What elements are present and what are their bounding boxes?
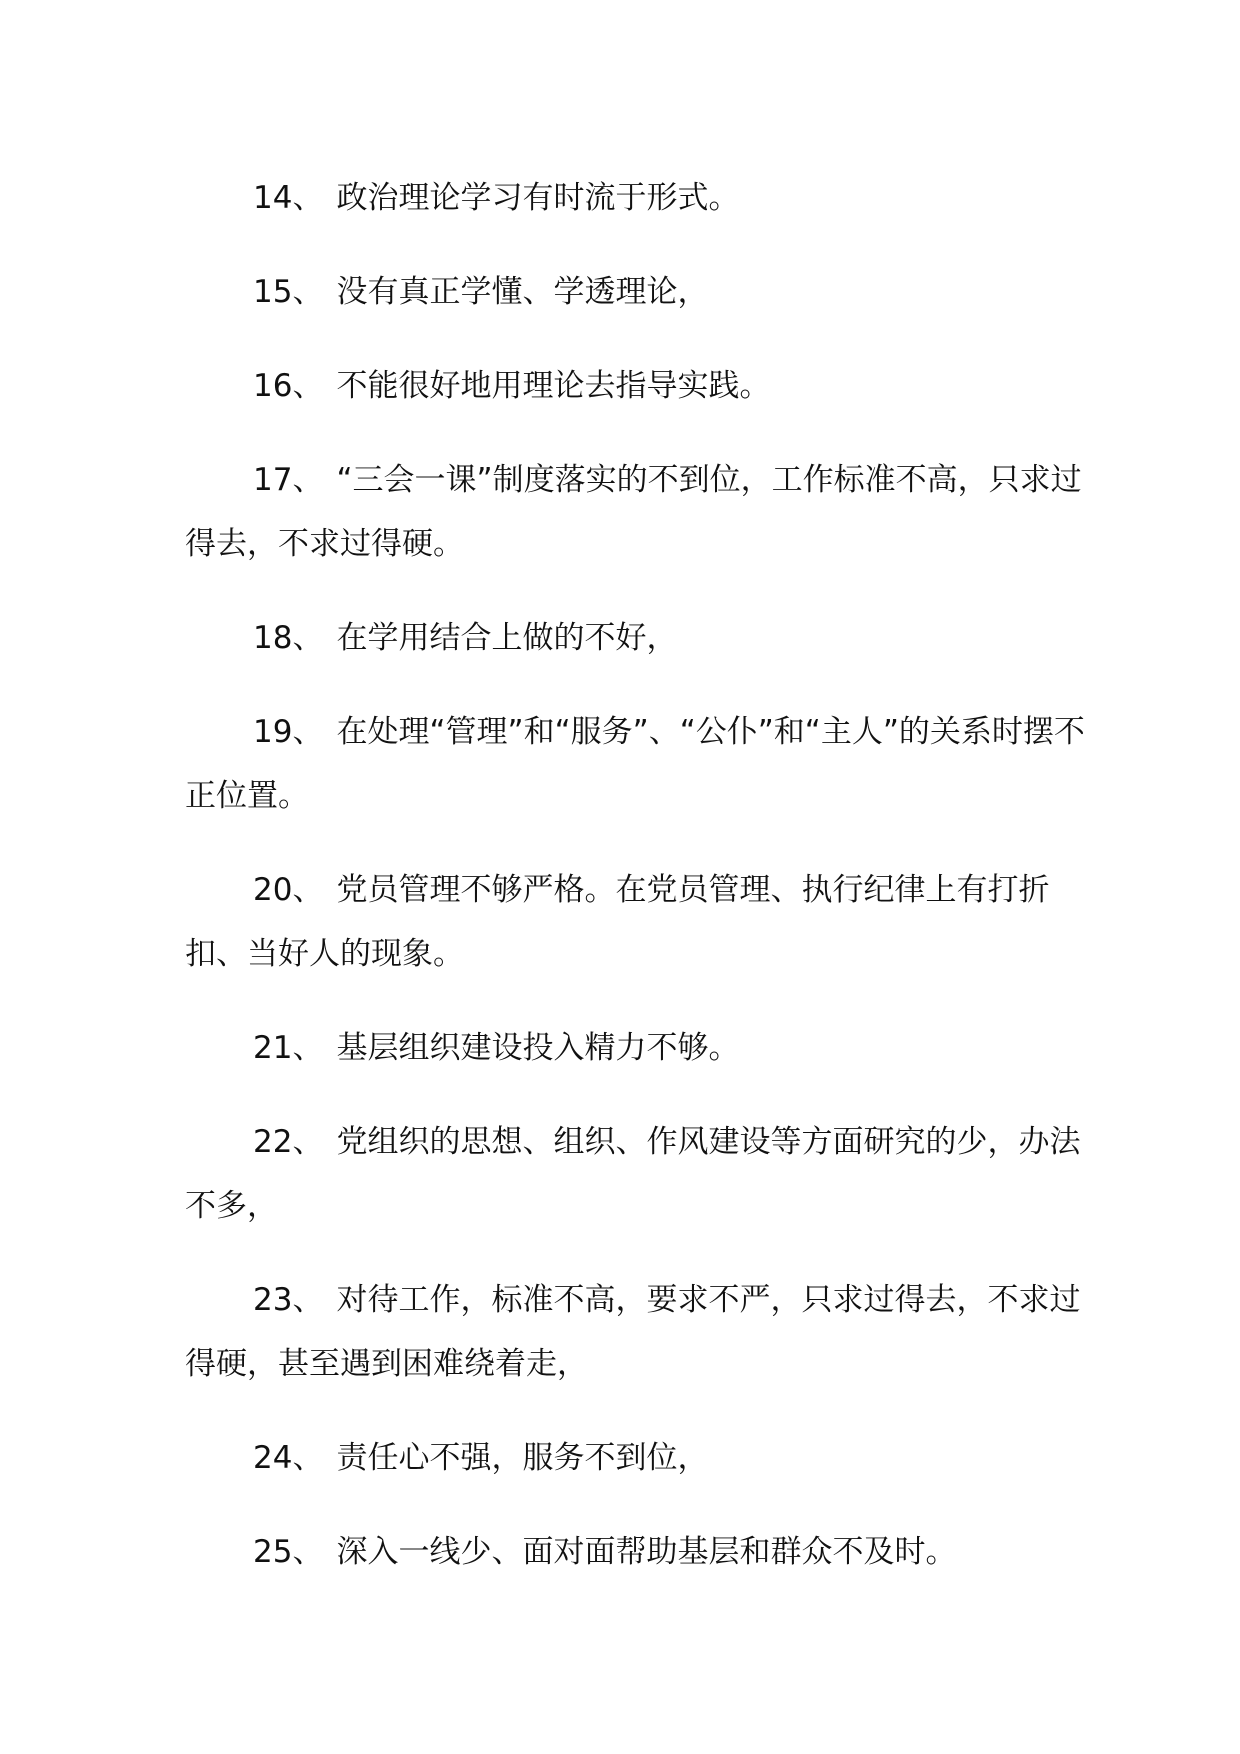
item-text: 党组织的思想、组织、作风建设等方面研究的少，办法不多， — [185, 1124, 1081, 1224]
list-item — [185, 606, 1085, 670]
list-item — [185, 700, 1085, 828]
item-separator: 、 — [292, 1282, 324, 1318]
item-number: 22 — [253, 1124, 293, 1160]
list-item — [185, 1268, 1085, 1396]
item-separator: 、 — [292, 1124, 324, 1160]
item-text: 党员管理不够严格。在党员管理、执行纪律上有打折扣、当好人的现象。 — [185, 872, 1050, 972]
document-body — [185, 166, 1085, 1614]
item-separator: 、 — [292, 1534, 324, 1570]
item-separator: 、 — [292, 180, 324, 216]
item-text: 在学用结合上做的不好， — [336, 620, 678, 656]
item-number: 25 — [253, 1534, 293, 1570]
list-item — [185, 1426, 1085, 1490]
item-number: 15 — [253, 274, 293, 310]
list-item — [185, 1520, 1085, 1584]
item-number: 19 — [253, 714, 293, 750]
item-text: 没有真正学懂、学透理论， — [336, 274, 709, 310]
item-number: 21 — [253, 1030, 293, 1066]
list-item — [185, 166, 1085, 230]
item-separator: 、 — [292, 1030, 324, 1066]
item-text: 不能很好地用理论去指导实践。 — [336, 368, 771, 404]
item-number: 14 — [253, 180, 293, 216]
item-number: 23 — [253, 1282, 293, 1318]
item-separator: 、 — [292, 620, 324, 656]
list-item — [185, 354, 1085, 418]
item-text: “三会一课”制度落实的不到位，工作标准不高，只求过得去，不求过得硬。 — [185, 462, 1082, 562]
list-item — [185, 858, 1085, 986]
list-item — [185, 1016, 1085, 1080]
item-separator: 、 — [292, 714, 324, 750]
item-separator: 、 — [292, 872, 324, 908]
list-item — [185, 260, 1085, 324]
item-separator: 、 — [292, 462, 324, 498]
item-number: 18 — [253, 620, 293, 656]
item-number: 20 — [253, 872, 293, 908]
list-item — [185, 448, 1085, 576]
item-separator: 、 — [292, 1440, 324, 1476]
item-text: 在处理“管理”和“服务”、“公仆”和“主人”的关系时摆不正位置。 — [185, 714, 1085, 814]
item-text: 政治理论学习有时流于形式。 — [336, 180, 740, 216]
item-separator: 、 — [292, 368, 324, 404]
item-number: 16 — [253, 368, 293, 404]
list-item — [185, 1110, 1085, 1238]
item-number: 24 — [253, 1440, 293, 1476]
item-text: 对待工作，标准不高，要求不严，只求过得去，不求过得硬，甚至遇到困难绕着走， — [185, 1282, 1081, 1382]
item-number: 17 — [253, 462, 293, 498]
item-text: 基层组织建设投入精力不够。 — [336, 1030, 740, 1066]
item-text: 责任心不强，服务不到位， — [336, 1440, 709, 1476]
item-text: 深入一线少、面对面帮助基层和群众不及时。 — [336, 1534, 957, 1570]
item-separator: 、 — [292, 274, 324, 310]
